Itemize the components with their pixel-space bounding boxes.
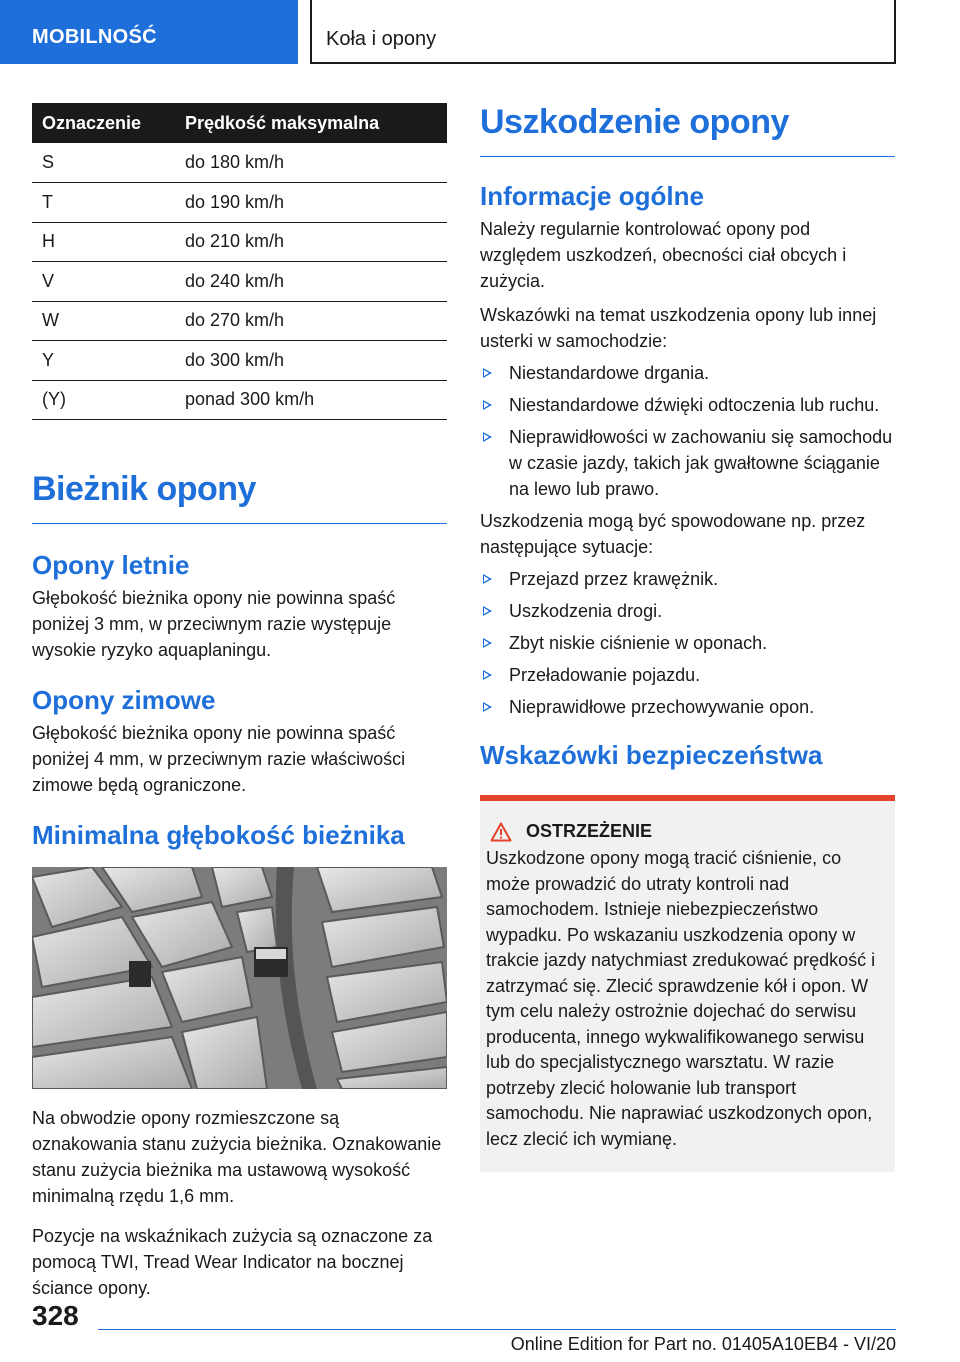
table-row [32,222,447,262]
table-row [32,183,447,223]
right-column [480,103,895,1172]
min-tread-depth-heading: Minimalna głębokość bieżnika [32,820,405,850]
chapter-title: Koła i opony [310,0,896,64]
damage-title: Uszkodzenie opony [480,103,895,157]
winter-tyres-heading: Opony zimowe [32,685,216,715]
bullet-triangle-icon [483,606,492,616]
summer-tyres-heading: Opony letnie [32,550,190,580]
hints-intro: Wskazówki na temat uszkodzenia opony lub innej usterki w samochodzie: [480,305,877,351]
warning-header [486,821,887,842]
footer-divider [98,1329,896,1330]
causes-intro: Uszkodzenia mogą być spowodowane np. przez następujące sytuacje: [480,511,866,557]
list-item: Niestandardowe drgania. [480,360,895,386]
column-header: Prędkość maksymalna [185,103,447,143]
tread-title: Bieżnik opony [32,470,447,524]
table-row [32,143,447,183]
speed-rating-table [32,103,447,420]
speed-code: Y [32,341,185,381]
bullet-triangle-icon [483,702,492,712]
speed-code: W [32,301,185,341]
max-speed: do 300 km/h [185,341,447,381]
bullet-triangle-icon [483,368,492,378]
max-speed: ponad 300 km/h [185,380,447,420]
warning-box [480,795,895,1172]
speed-code: H [32,222,185,262]
speed-code: (Y) [32,380,185,420]
speed-code: S [32,143,185,183]
warning-triangle-icon [490,822,512,842]
summer-tyres-text: Głębokość bieżnika opony nie powinna spaść poniżej 3 mm, w przeciwnym razie występuje wysokie ryzyko aquaplaningu. [32,588,396,660]
list-item: Przejazd przez krawężnik. [480,566,895,592]
tread-wear-indicator-image [32,867,447,1089]
section-tab: MOBILNOŚĆ [0,0,298,64]
table-row [32,380,447,420]
causes-list [480,566,895,720]
safety-heading: Wskazówki bezpieczeństwa [480,740,823,770]
table-header-row [32,103,447,143]
left-column [32,103,447,1301]
min-tread-text-1: Na obwodzie opony rozmieszczone są oznakowania stanu zużycia bieżnika. Oznakowanie stanu zużycia bieżnika ma ustawową wysokość minimalną rzędu 1,6 mm. [32,1108,442,1206]
bullet-triangle-icon [483,638,492,648]
list-item: Niestandardowe dźwięki odtoczenia lub ruchu. [480,392,895,418]
general-info-text: Należy regularnie kontrolować opony pod względem uszkodzeń, obecności ciał obcych i zużycia. [480,219,847,291]
general-info-heading: Informacje ogólne [480,181,704,211]
winter-tyres-text: Głębokość bieżnika opony nie powinna spaść poniżej 4 mm, w przeciwnym razie właściwości zimowe będą ograniczone. [32,723,406,795]
max-speed: do 270 km/h [185,301,447,341]
list-item: Zbyt niskie ciśnienie w oponach. [480,630,895,656]
max-speed: do 240 km/h [185,262,447,302]
warning-label: OSTRZEŻENIE [526,821,653,841]
max-speed: do 180 km/h [185,143,447,183]
table-row [32,341,447,381]
max-speed: do 190 km/h [185,183,447,223]
table-row [32,301,447,341]
speed-code: V [32,262,185,302]
hints-list [480,360,895,502]
list-item: Przeładowanie pojazdu. [480,662,895,688]
max-speed: do 210 km/h [185,222,447,262]
bullet-triangle-icon [483,400,492,410]
list-item: Nieprawidłowości w zachowaniu się samochodu w czasie jazdy, takich jak gwałtowne ściąganie na lewo lub prawo. [480,424,895,502]
list-item: Nieprawidłowe przechowywanie opon. [480,694,895,720]
bullet-triangle-icon [483,670,492,680]
list-item: Uszkodzenia drogi. [480,598,895,624]
column-header: Oznaczenie [32,103,185,143]
bullet-triangle-icon [483,574,492,584]
page-number: 328 [32,1300,79,1331]
speed-code: T [32,183,185,223]
edition-note: Online Edition for Part no. 01405A10EB4 - VI/20 [510,1334,896,1354]
table-row [32,262,447,302]
warning-text: Uszkodzone opony mogą tracić ciśnienie, co może prowadzić do utraty kontroli nad samochodem. Istnieje niebezpieczeństwo wypadku. Po wskazaniu uszkodzenia opony w trakcie jazdy natychmiast zredukować prędkość i zatrzymać się. Zlecić sprawdzenie kół i opon. W tym celu należy ostrożnie dojechać do serwisu producenta, innego wykwalifikowanego serwisu lub do specjalistycznego warsztatu. W razie potrzeby zlecić holowanie lub transport samochodu. Nie naprawiać uszkodzonych opon, lecz zlecić ich wymianę. [486,848,876,1149]
bullet-triangle-icon [483,432,492,442]
min-tread-text-2: Pozycje na wskaźnikach zużycia są oznaczone za pomocą TWI, Tread Wear Indicator na bocznej ściance opony. [32,1226,433,1298]
